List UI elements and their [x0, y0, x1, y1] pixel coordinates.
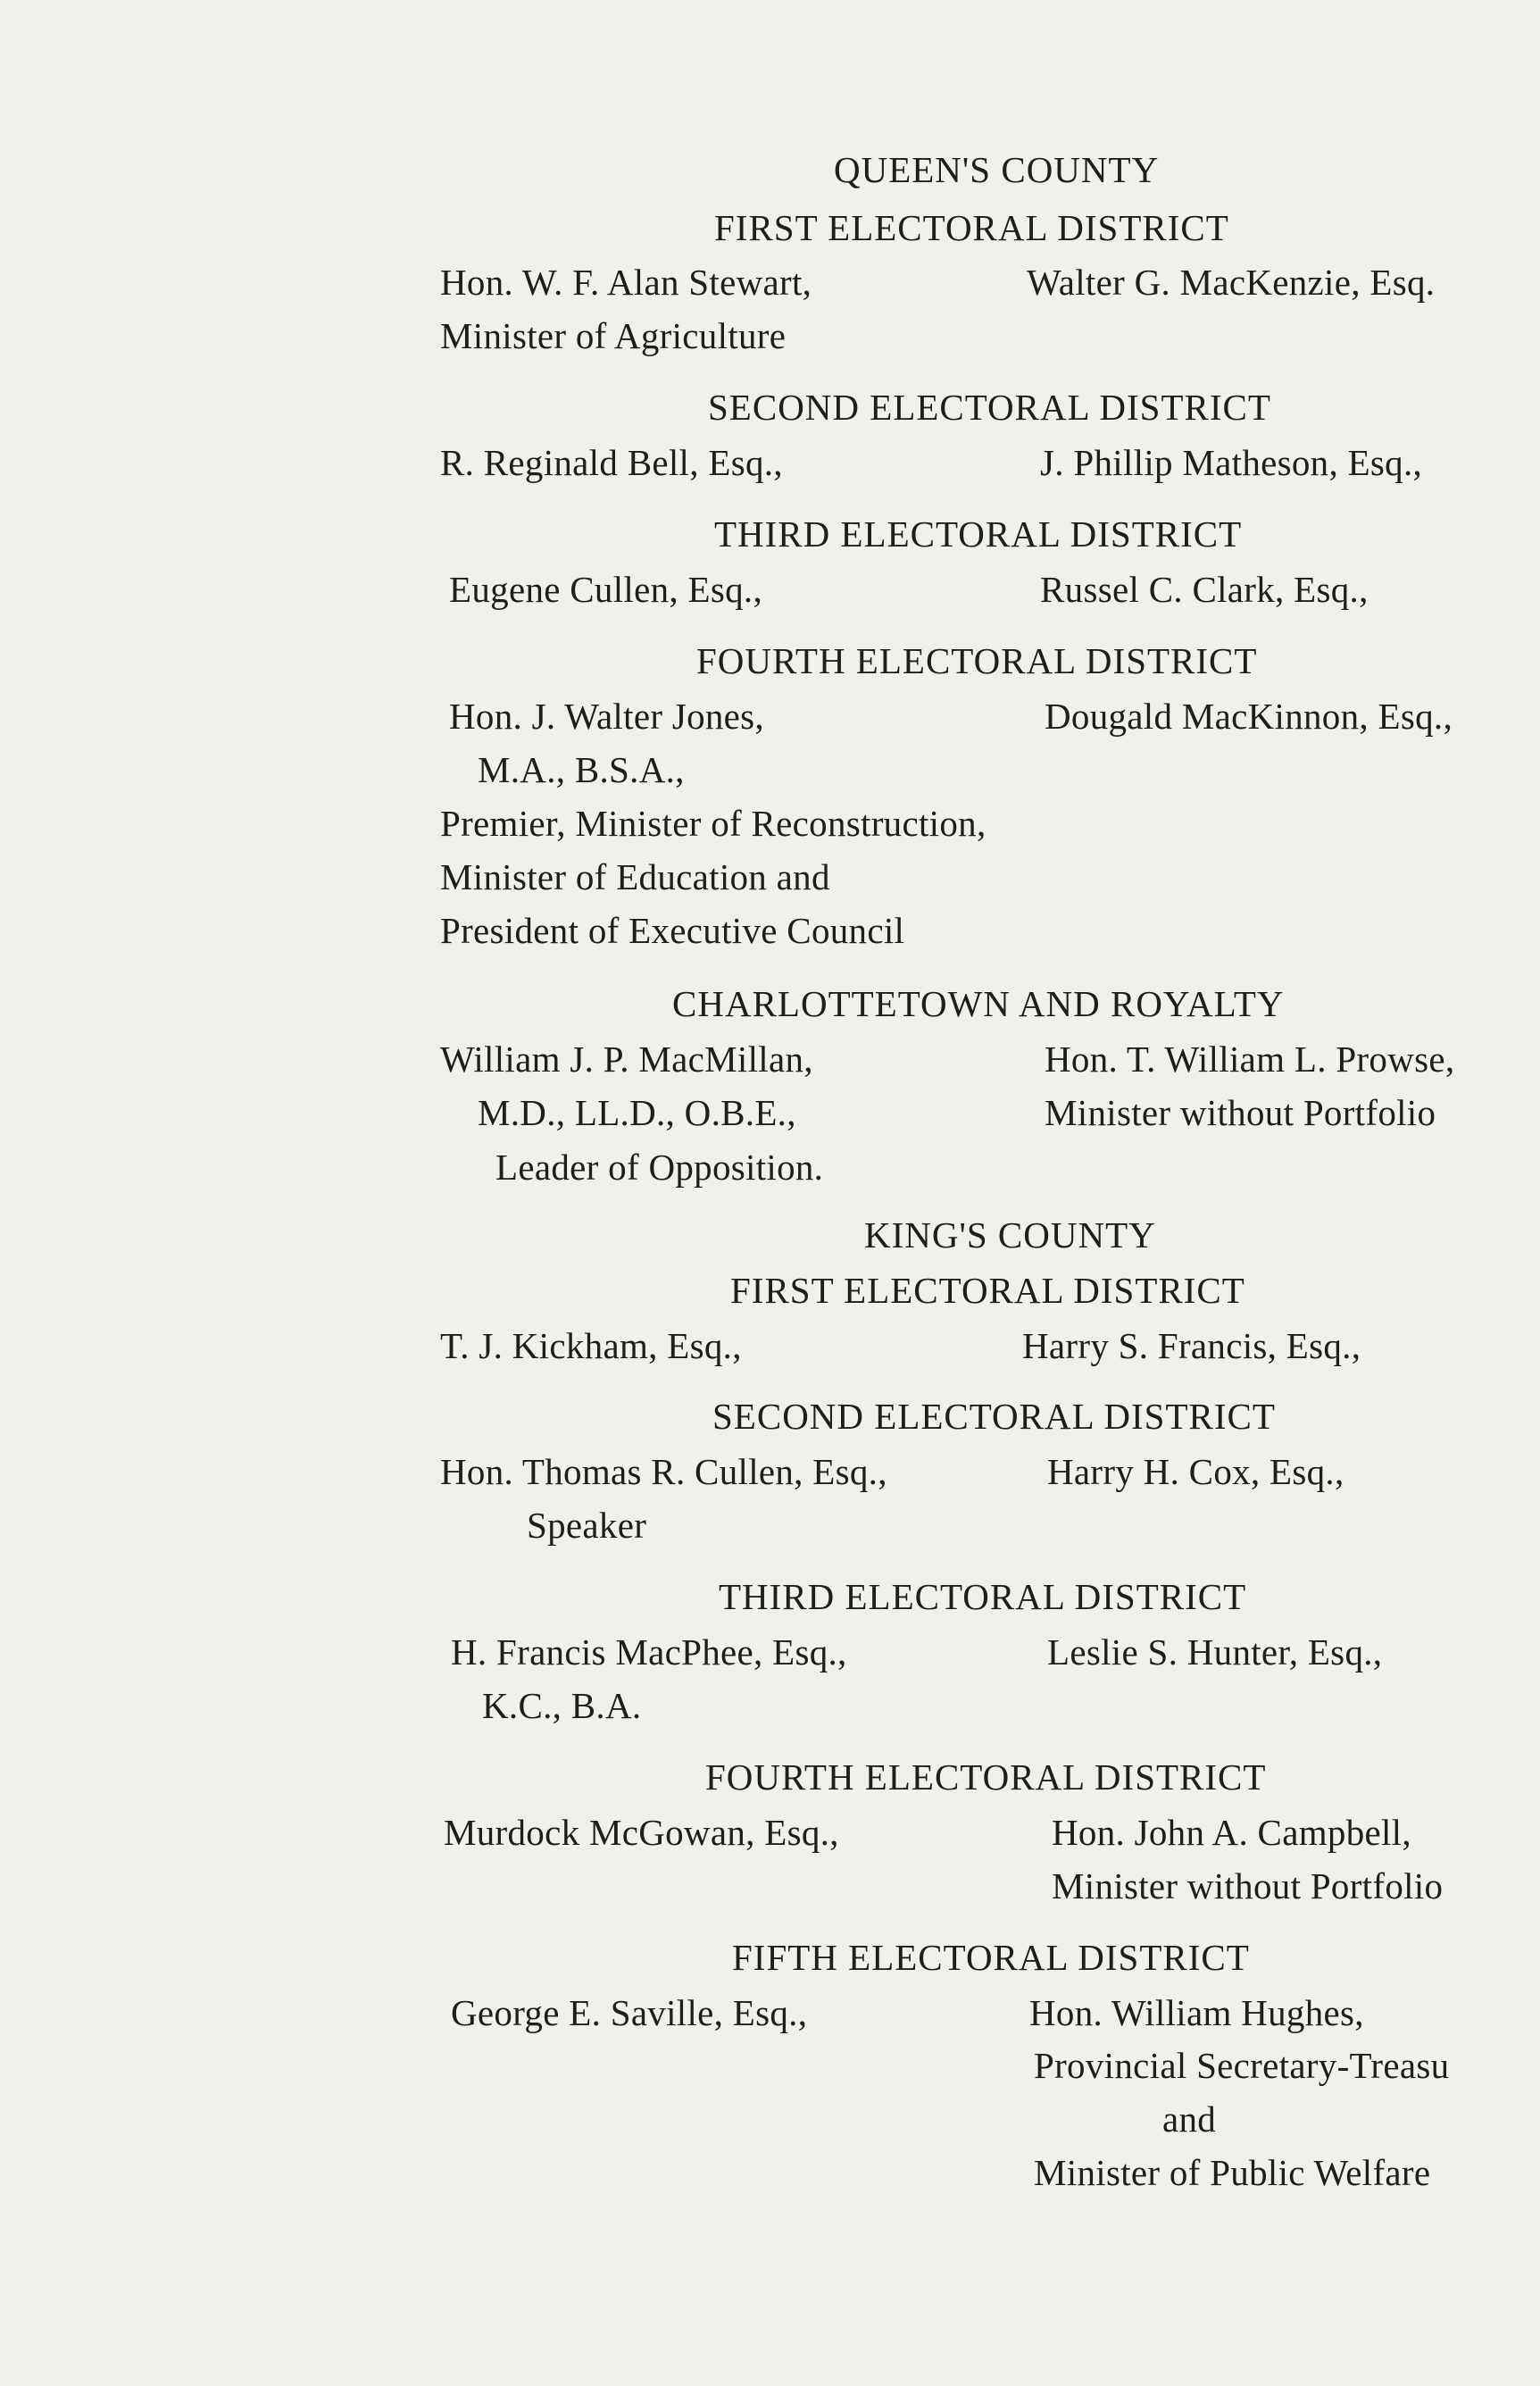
member-title: Leader of Opposition.: [495, 1147, 824, 1188]
member-title: President of Executive Council: [440, 910, 905, 951]
member-title: Minister of Education and: [440, 856, 830, 897]
member-degrees: K.C., B.A.: [482, 1685, 642, 1726]
member-title: Minister without Portfolio: [1045, 1092, 1436, 1133]
member-name: Walter G. MacKenzie, Esq.: [1027, 262, 1436, 303]
member-degrees: M.D., LL.D., O.B.E.,: [478, 1092, 796, 1133]
member-title: Minister of Public Welfare: [1034, 2152, 1431, 2193]
member-name: Hon. Thomas R. Cullen, Esq.,: [440, 1451, 887, 1492]
district-heading: FIFTH ELECTORAL DISTRICT: [732, 1937, 1250, 1978]
district-heading: SECOND ELECTORAL DISTRICT: [708, 387, 1271, 428]
member-name: T. J. Kickham, Esq.,: [440, 1325, 742, 1366]
district-heading: FIRST ELECTORAL DISTRICT: [714, 207, 1229, 248]
district-heading: FIRST ELECTORAL DISTRICT: [730, 1270, 1245, 1311]
member-name: Hon. John A. Campbell,: [1052, 1812, 1411, 1853]
district-heading: FOURTH ELECTORAL DISTRICT: [705, 1756, 1267, 1798]
member-title: Minister of Agriculture: [440, 315, 787, 356]
member-name: Murdock McGowan, Esq.,: [444, 1812, 839, 1853]
member-name: H. Francis MacPhee, Esq.,: [451, 1631, 847, 1673]
member-name: Hon. William Hughes,: [1029, 1992, 1364, 2033]
member-name: Russel C. Clark, Esq.,: [1040, 569, 1369, 610]
member-title: Provincial Secretary-Treasu: [1034, 2045, 1450, 2086]
district-heading: THIRD ELECTORAL DISTRICT: [719, 1576, 1247, 1617]
member-title: and: [1162, 2098, 1217, 2140]
member-name: Harry H. Cox, Esq.,: [1047, 1451, 1344, 1492]
member-name: Dougald MacKinnon, Esq.,: [1045, 696, 1453, 737]
member-name: J. Phillip Matheson, Esq.,: [1040, 442, 1423, 483]
member-name: George E. Saville, Esq.,: [451, 1992, 808, 2033]
member-name: Harry S. Francis, Esq.,: [1022, 1325, 1361, 1366]
member-name: Hon. T. William L. Prowse,: [1045, 1039, 1455, 1080]
member-degrees: M.A., B.S.A.,: [478, 749, 685, 790]
member-title: Minister without Portfolio: [1052, 1865, 1444, 1906]
district-heading: THIRD ELECTORAL DISTRICT: [714, 513, 1243, 555]
member-name: William J. P. MacMillan,: [440, 1039, 813, 1080]
member-title: Speaker: [527, 1505, 647, 1546]
district-heading: SECOND ELECTORAL DISTRICT: [712, 1396, 1276, 1437]
member-name: R. Reginald Bell, Esq.,: [440, 442, 783, 483]
member-name: Eugene Cullen, Esq.,: [449, 569, 763, 610]
member-name: Hon. W. F. Alan Stewart,: [440, 262, 812, 303]
district-heading: CHARLOTTETOWN AND ROYALTY: [672, 983, 1285, 1024]
county-title-kings: KING'S COUNTY: [864, 1214, 1156, 1256]
member-title: Premier, Minister of Reconstruction,: [440, 803, 986, 844]
member-name: Hon. J. Walter Jones,: [449, 696, 764, 737]
member-name: Leslie S. Hunter, Esq.,: [1047, 1631, 1383, 1673]
county-title-queens: QUEEN'S COUNTY: [834, 149, 1160, 190]
district-heading: FOURTH ELECTORAL DISTRICT: [696, 640, 1258, 681]
